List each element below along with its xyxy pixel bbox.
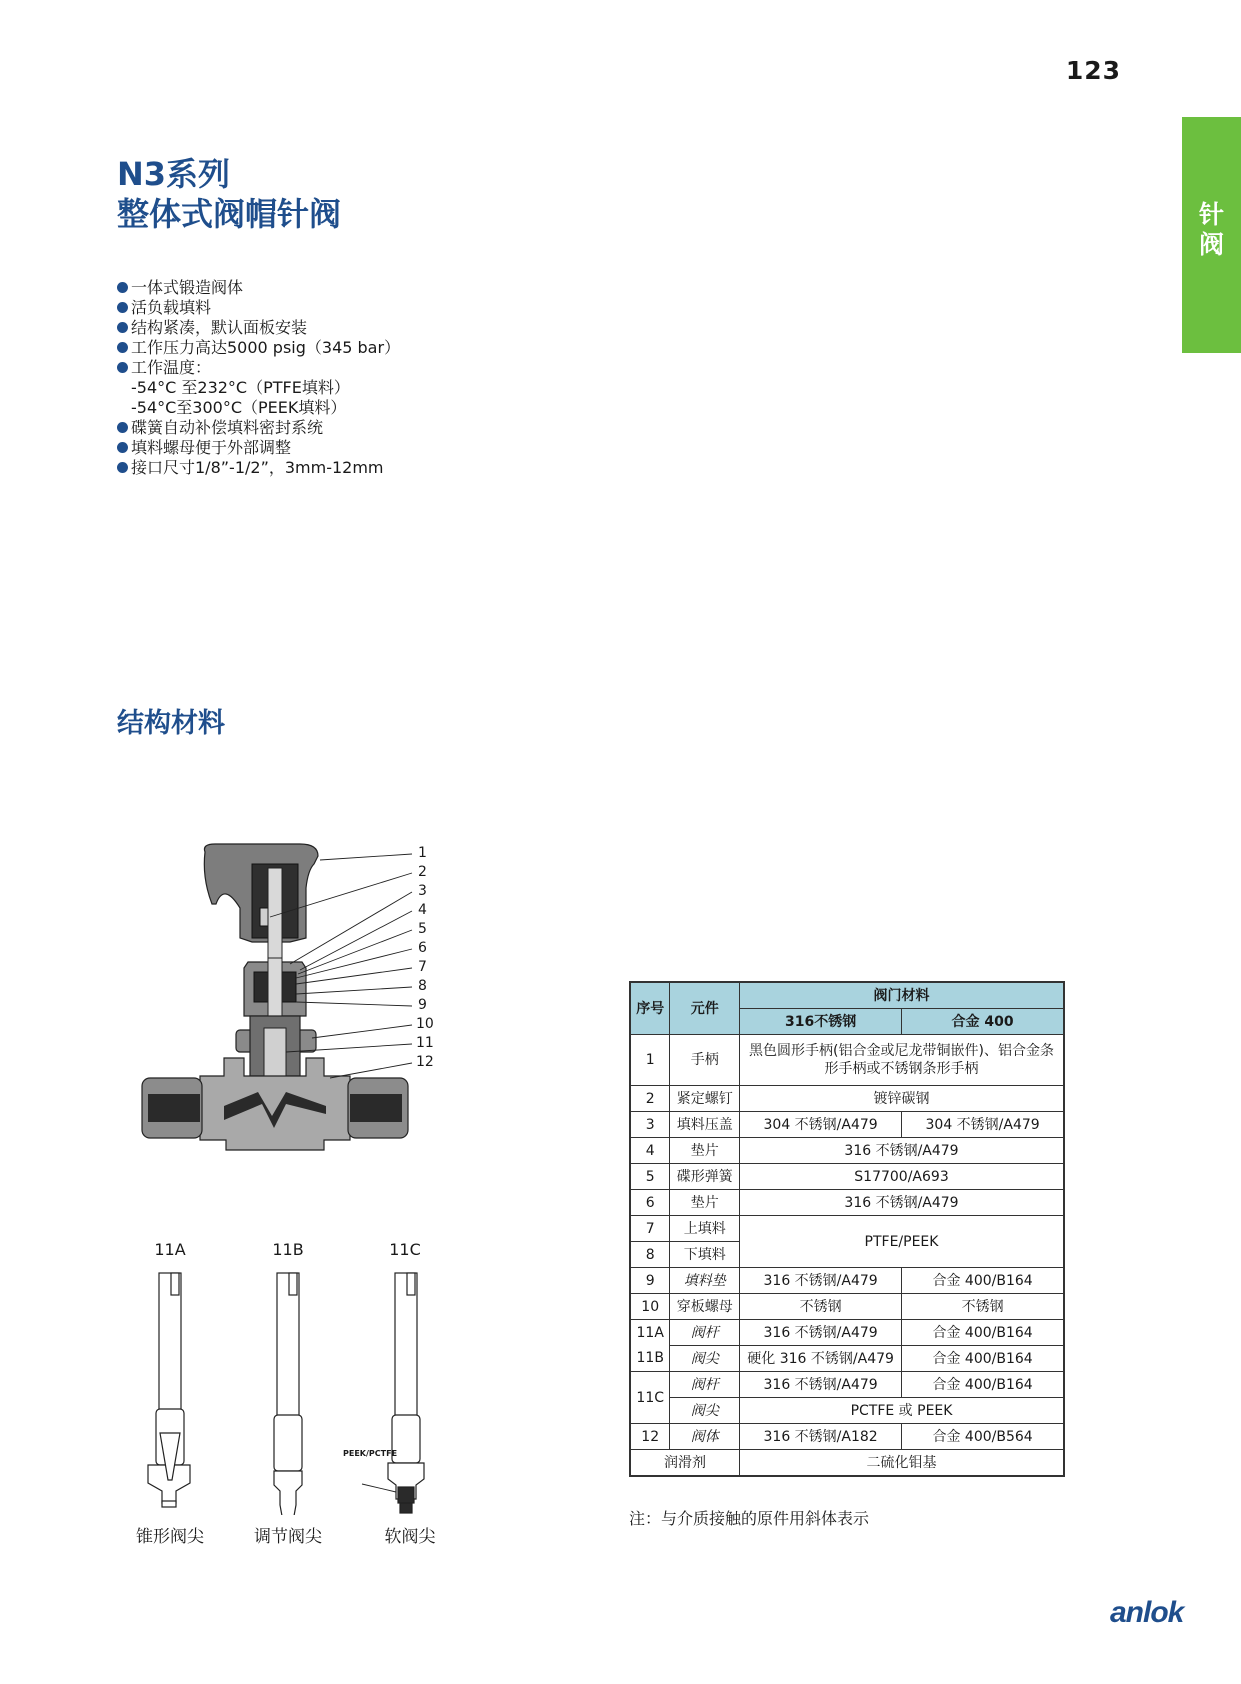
feature-item [117,458,400,478]
bullet-icon [117,362,128,373]
cell-part: 垫片 [670,1190,740,1216]
page-number: 123 [1065,56,1121,85]
materials-table [629,981,1065,1477]
cell-material: 镀锌碳钢 [740,1086,1064,1112]
tip-caption-regulating: 调节阀尖 [254,1527,322,1547]
cell-no: 2 [630,1086,670,1112]
callout-number: 12 [416,1054,434,1070]
bullet-icon [117,462,128,473]
bullet-icon [117,282,128,293]
feature-item [117,318,400,338]
header-no: 序号 [630,982,670,1035]
stem-tips-drawing [140,1235,450,1515]
materials-section-title: 结构材料 [117,708,225,739]
feature-text: 接口尺寸1/8”-1/2”，3mm-12mm [131,458,384,477]
cell-material: S17700/A693 [740,1164,1064,1190]
callout-number: 9 [418,997,427,1013]
cell-part: 阀尖 [670,1346,740,1372]
bullet-icon [117,342,128,353]
tip-label-11b: 11B [272,1240,304,1259]
feature-text: 结构紧凑，默认面板安装 [131,318,308,337]
cell-material: 316 不锈钢/A479 [740,1138,1064,1164]
table-row [630,1190,1064,1216]
cell-no: 9 [630,1268,670,1294]
side-tab-char-2: 阀 [1198,230,1224,259]
cell-material-400: 合金 400/B164 [902,1268,1064,1294]
cell-material-316: 316 不锈钢/A479 [740,1372,902,1398]
table-row [630,1372,1064,1398]
left-fitting-inner [148,1094,200,1122]
cell-no: 8 [630,1242,670,1268]
callout-number: 2 [418,864,427,880]
tip-label-11c: 11C [389,1240,421,1259]
cell-material-400: 不锈钢 [902,1294,1064,1320]
cell-material: PTFE/PEEK [740,1216,1064,1268]
header-316ss: 316不锈钢 [740,1009,902,1035]
cell-no: 6 [630,1190,670,1216]
cell-material: 二硫化钼基 [740,1450,1064,1477]
table-row [630,1268,1064,1294]
bullet-icon [117,302,128,313]
feature-text: 工作温度： [131,358,212,377]
cell-material-400: 合金 400/B164 [902,1372,1064,1398]
cell-no: 5 [630,1164,670,1190]
tip-caption-cone: 锥形阀尖 [136,1527,204,1547]
feature-subitem [117,398,400,418]
cell-material: 黑色圆形手柄(铝合金或尼龙带铜嵌件)、铝合金条形手柄或不锈钢条形手柄 [740,1035,1064,1086]
table-row [630,1320,1064,1346]
tip-label-11a: 11A [154,1240,186,1259]
cell-part: 填料垫 [670,1268,740,1294]
cell-part: 手柄 [670,1035,740,1086]
cell-material: PCTFE 或 PEEK [740,1398,1064,1424]
feature-text: -54°C 至232°C（PTFE填料） [131,378,350,397]
callout-number: 6 [418,940,427,956]
cell-material-316: 316 不锈钢/A182 [740,1424,902,1450]
feature-item [117,338,400,358]
soft-tip-drawing [388,1273,424,1513]
cell-material-316: 304 不锈钢/A479 [740,1112,902,1138]
cell-no: 3 [630,1112,670,1138]
cell-part: 阀尖 [670,1398,740,1424]
valve-cross-section-drawing [140,838,450,1178]
table-row [630,1112,1064,1138]
table-row [630,1398,1064,1424]
feature-text: -54°C至300°C（PEEK填料） [131,398,347,417]
cell-part: 填料压盖 [670,1112,740,1138]
cell-part: 阀体 [670,1424,740,1450]
cell-no: 11B [630,1346,670,1372]
table-row [630,1086,1064,1112]
stem-lower [264,1028,286,1076]
side-tab-char-1: 针 [1198,200,1224,229]
cell-material-400: 304 不锈钢/A479 [902,1112,1064,1138]
cell-part: 紧定螺钉 [670,1086,740,1112]
cell-no: 12 [630,1424,670,1450]
table-row [630,1450,1064,1477]
cell-material-316: 硬化 316 不锈钢/A479 [740,1346,902,1372]
feature-item [117,438,400,458]
header-materials: 阀门材料 [740,982,1064,1009]
feature-text: 碟簧自动补偿填料密封系统 [131,418,324,437]
feature-item [117,418,400,438]
cell-part: 下填料 [670,1242,740,1268]
callout-number: 11 [416,1035,434,1051]
peek-label-leader [362,1484,396,1492]
tip-caption-soft: 软阀尖 [384,1527,436,1547]
cell-part: 阀杆 [670,1320,740,1346]
cell-material-316: 316 不锈钢/A479 [740,1320,902,1346]
brand-logo: anlok [1110,1596,1184,1629]
bullet-icon [117,422,128,433]
table-note: 注：与介质接触的原件用斜体表示 [629,1509,870,1528]
callout-number: 3 [418,883,427,899]
cell-no: 4 [630,1138,670,1164]
cell-no: 11A [630,1320,670,1346]
right-fitting-inner [350,1094,402,1122]
table-row [630,1138,1064,1164]
stem-upper [268,958,282,1018]
bullet-icon [117,442,128,453]
cell-part: 阀杆 [670,1372,740,1398]
cell-no: 10 [630,1294,670,1320]
bullet-icon [117,322,128,333]
table-row [630,1216,1064,1242]
cell-material-316: 316 不锈钢/A479 [740,1268,902,1294]
product-title: 整体式阀帽针阀 [117,195,342,233]
header-part: 元件 [670,982,740,1035]
feature-subitem [117,378,400,398]
cell-material-400: 合金 400/B164 [902,1346,1064,1372]
cell-no: 11C [630,1372,670,1424]
callout-number: 8 [418,978,427,994]
cell-material-316: 不锈钢 [740,1294,902,1320]
feature-text: 工作压力高达5000 psig（345 bar） [131,338,401,357]
cell-part: 穿板螺母 [670,1294,740,1320]
cell-material: 316 不锈钢/A479 [740,1190,1064,1216]
table-row [630,1164,1064,1190]
table-row [630,1346,1064,1372]
callout-number: 7 [418,959,427,975]
feature-text: 填料螺母便于外部调整 [131,438,292,457]
table-row [630,1424,1064,1450]
cell-material-400: 合金 400/B564 [902,1424,1064,1450]
callout-number: 5 [418,921,427,937]
cell-part: 上填料 [670,1216,740,1242]
cell-material-400: 合金 400/B164 [902,1320,1064,1346]
cell-no: 7 [630,1216,670,1242]
feature-item [117,358,400,378]
callout-number: 1 [418,845,427,861]
header-alloy400: 合金 400 [902,1009,1064,1035]
category-side-tab [1182,117,1241,353]
cell-no: 1 [630,1035,670,1086]
table-row [630,1035,1064,1086]
feature-item [117,298,400,318]
callout-number: 10 [416,1016,434,1032]
series-title: N3系列 [117,155,231,193]
cell-part: 垫片 [670,1138,740,1164]
feature-text: 活负载填料 [131,298,212,317]
feature-item [117,278,400,298]
callout-number: 4 [418,902,427,918]
cell-part: 润滑剂 [630,1450,740,1477]
feature-list [117,278,400,478]
table-row [630,1294,1064,1320]
peek-pctfe-label: PEEK/PCTFE [343,1449,398,1458]
regulating-tip-drawing [274,1273,302,1515]
cell-part: 碟形弹簧 [670,1164,740,1190]
feature-text: 一体式锻造阀体 [131,278,244,297]
